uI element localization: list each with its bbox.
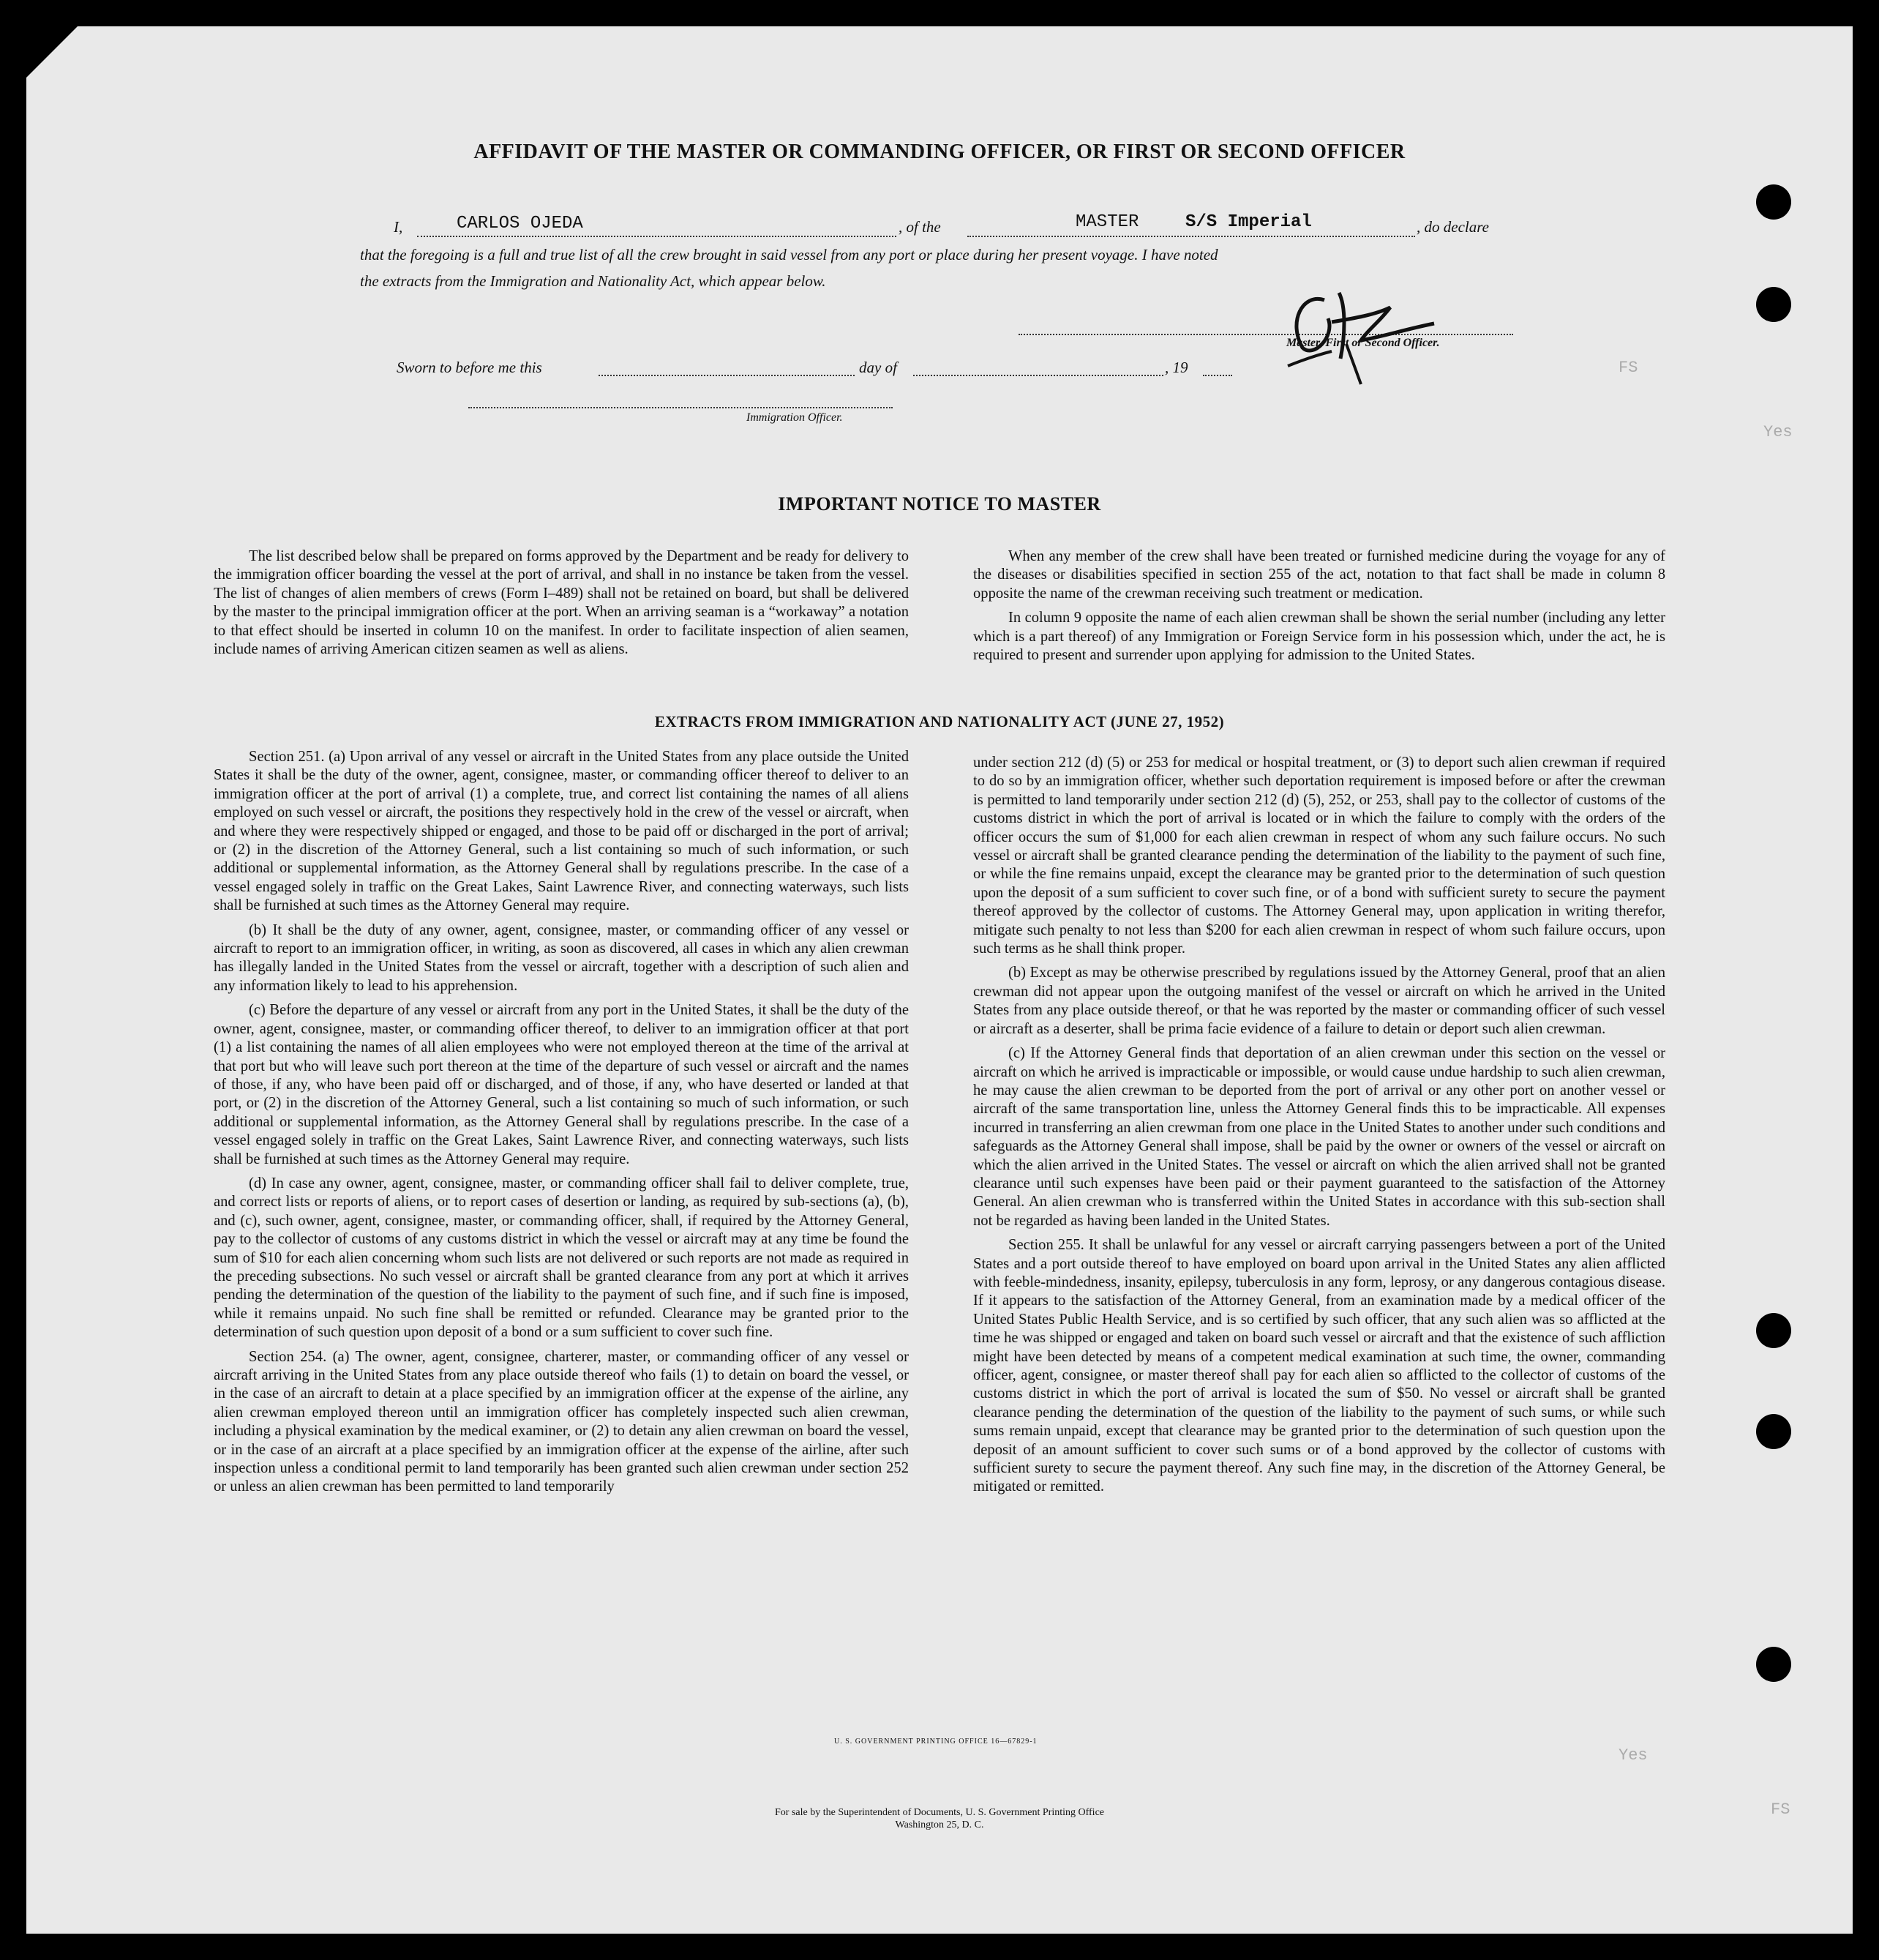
section-255: Section 255. It shall be unlawful for any vessel or aircraft carrying passengers between a port of the United States and a port outside thereof to have employed on board upon arrival in the United States any alien afflicted with feeble-mindedness, insanity, epilepsy, tuberculosis in any form, leprosy, or any dangerous contagious disease. If it appears to the satisfaction of the Attorney General, from an examination made by a medical officer of the United States Public Health Service, and is so certified by such officer, that any such alien was so afflicted at the time he was shipped or engaged and taken on board such vessel or aircraft and that the existence of such affliction might have been detected by means of a competent medical examination at such time, the owner, commanding officer, agent, consignee, or master thereof shall pay for each alien so afflicted to the collector of customs of the customs district in which the port of arrival is located the sum of $50. No vessel or aircraft shall be granted clearance pending the determination of the question of the liability to the payment of such sums, or while such sums remain unpaid, except that clearance may be granted prior to the determination of such question upon the deposit of an amount sufficient to cover such sums or of a bond approved by the collector of customs with sufficient surety to secure the payment thereof. Any such fine may, in the discretion of the Attorney General, be mitigated or remitted. [973,1237,1665,1495]
bleed-through-text: FS [1771,1800,1790,1819]
section-254-a: Section 254. (a) The owner, agent, consignee, charterer, master, or commanding officer of any vessel or aircraft arriving in the United States from any place outside thereof who fails (1) to detain on board the vessel, or in the case of an aircraft to detain at a place specified by an immigration officer at the expense of the airline, any alien crewman employed thereon until an immigration officer has completely inspected such alien crewman, including a physical examination by the medical examiner, or (2) to detain any alien crewman on board the vessel, or in the case of an aircraft at a place specified by an immigration officer at the expense of the airline, after such inspection unless a conditional permit to land temporarily has been granted such alien crewman under section 252 or unless an alien crewman has been permitted to land temporarily [214,1348,909,1495]
statement-line-1: that the foregoing is a full and true list of all the crew brought in said vessel from any port or place during her present voyage. I have noted [360,246,1218,263]
footer-line-2: Washington 25, D. C. [895,1819,984,1830]
bleed-through-text: FS [1619,359,1638,377]
section-254-c: (c) If the Attorney General finds that deportation of an alien crewman under this section on the vessel or aircraft on which he arrived is impracticable or impossible, or would cause undue hardship to such alien crewman, he may cause the alien crewman to be deported from the port of arrival or any other port on another vessel or aircraft of the same transportation line, unless the Attorney General finds this to be impracticable. All expenses incurred in transferring an alien crewman from one place in the United States to another under such conditions and safeguards as the Attorney General shall impose, shall be paid by the owner or owners of the vessel or aircraft on which the alien arrived in the United States. The vessel or aircraft on which the alien arrived shall not be granted clearance until such expenses have been paid or their payment guaranteed to the satisfaction of the Attorney General. An alien crewman who is transferred within the United States in accordance with this sub-section shall not be regarded as having been landed in the United States. [973,1045,1665,1229]
footer [0,1806,1879,1831]
bleed-through-text: Yes [1763,423,1793,441]
sworn-label: Sworn to before me this [397,359,542,376]
i-label: I, [394,218,403,236]
sworn-year-line [1203,375,1232,376]
do-declare-label: , do declare [1417,218,1489,236]
section-251-d: (d) In case any owner, agent, consignee, master, or commanding officer shall fail to deliver complete, true, and correct lists or reports of aliens, or to report cases of desertion or landing, as required by sub-sections (a), (b), and (c), such owner, agent, consignee, master, or commanding officer, shall, if required by the Attorney General, pay to the collector of customs of any customs district in which the vessel or aircraft may at any time be found the sum of $10 for each alien concerning whom such lists are not delivered or such reports are not made as required in the preceding subsections. No such vessel or aircraft shall be granted clearance from any port at which it arrives pending the determination of the question of the liability to the payment of such fine, and if such fine is imposed, while it remains unpaid. No such fine shall be remitted or refunded. Clearance may be granted prior to the determination of such question upon deposit of a bond or a sum sufficient to cover such fine. [214,1175,909,1341]
name-field-line [417,236,896,237]
extracts-left-column [214,748,909,1497]
sworn-month-line [913,375,1163,376]
punch-hole [1756,1647,1791,1682]
sworn-day-line [599,375,855,376]
statement-line-2: the extracts from the Immigration and Nationality Act, which appear below. [360,272,826,290]
section-251-b: (b) It shall be the duty of any owner, agent, consignee, master, or commanding officer of any vessel or aircraft to report to an immigration officer, in writing, as soon as discovered, all cases in which any alien crewman has illegally landed in the United States from the vessel or aircraft, together with a description of such alien and any information likely to lead to his apprehension. [214,921,909,994]
vessel-field-line [967,236,1415,237]
notice-right-column [973,547,1665,665]
notice-right-paragraph-1: When any member of the crew shall have been treated or furnished medicine during the voyage for any of the diseases or disabilities specified in section 255 of the act, notation to that fact shall be made in column 8 opposite the name of the crewman receiving such treatment or medication. [973,548,1665,602]
officer-signature-line [468,407,893,408]
punch-hole [1756,1414,1791,1449]
section-254-a-continued: under section 212 (d) (5) or 253 for medical or hospital treatment, or (3) to deport such alien crewman if required to do so by an immigration officer, whether such deportation requirement is imposed before or after the crewman is permitted to land temporarily under section 212 (d) (5), 252, or 253, shall pay to the collector of customs of the customs district in which the port of arrival is located or in which the failure to comply with the orders of the officer occurs the sum of $1,000 for each alien crewman in respect of whom any such failure occurs. No such vessel or aircraft shall be granted clearance pending the determination of the liability to the payment of such fine, or while the fine remains unpaid, except the clearance may be granted prior to the determination of such question upon the deposit of a sum sufficient to cover such fine, or of a bond with sufficient surety to secure the payment thereof approved by the collector of customs. The Attorney General may, upon application in writing therefor, mitigate such penalty to not less than $200 for each alien crewman in respect of whom such failure occurs, upon such terms as he shall think proper. [973,755,1665,957]
folded-corner [26,26,78,78]
position-value: MASTER [1076,212,1139,232]
signature-caption: Master, First or Second Officer. [1286,337,1440,349]
notice-right-paragraph-2: In column 9 opposite the name of each alien crewman shall be shown the serial number (including any letter which is a part thereof) of any Immigration or Foreign Service form in his possession which, under the act, he is required to present and surrender upon applying for admission to the United States. [973,610,1665,664]
section-251-a: Section 251. (a) Upon arrival of any vessel or aircraft in the United States from any place outside the United States it shall be the duty of the owner, agent, consignee, master, or commanding officer thereof to deliver to an immigration officer at the port of arrival (1) a complete, true, and correct list containing the names of all aliens employed on such vessel or aircraft, the positions they respectively hold in the crew of the vessel or aircraft, when and where they were respectively shipped or engaged, and those to be paid off or discharged in the port of arrival; or (2) in the discretion of the Attorney General, such a list containing so much of such information, or such additional or supplemental information, as the Attorney General shall by regulations prescribe. In the case of a vessel engaged solely in traffic on the Great Lakes, Saint Lawrence River, and connecting waterways, such lists shall be furnished at such times as the Attorney General may require. [214,749,909,914]
extracts-heading: EXTRACTS FROM IMMIGRATION AND NATIONALITY ACT (JUNE 27, 1952) [654,713,1225,730]
section-251-c: (c) Before the departure of any vessel or aircraft from any port in the United States, it shall be the duty of the owner, agent, consignee, master, or commanding officer thereof, to deliver to an immigration officer at that port (1) a list containing the names of all alien employees who were not employed thereon at the time of the arrival at that port but who will leave such port thereon at the time of the departure of such vessel or aircraft and the names of those, if any, who have been paid off or discharged, and of those, if any, who have deserted or landed at that port, or (2) in the discretion of the Attorney General, such a list containing so much of such information, or such additional or supplemental information, as the Attorney General shall by regulations prescribe. In the case of a vessel engaged solely in traffic on the Great Lakes, Saint Lawrence River, and connecting waterways, such lists shall be furnished at such times as the Attorney General may require. [214,1002,909,1167]
notice-heading: IMPORTANT NOTICE TO MASTER [778,493,1101,515]
printing-office-line: U. S. GOVERNMENT PRINTING OFFICE 16—67829-1 [834,1738,1038,1746]
footer-line-1: For sale by the Superintendent of Documents, U. S. Government Printing Office [775,1807,1104,1818]
notice-left-paragraph: The list described below shall be prepared on forms approved by the Department and be ready for delivery to the immigration officer boarding the vessel at the port of arrival, and shall in no instance be taken from the vessel. The list of changes of alien members of crews (Form I–489) shall not be retained on board, but shall be delivered by the master to the principal immigration officer at the port. When an arriving seaman is a “workaway” a notation to that effect should be inserted in column 10 on the manifest. In order to facilitate inspection of alien seamen, include names of arriving American citizen seamen as well as aliens. [214,548,909,658]
year-label: , 19 [1165,359,1188,376]
punch-hole [1756,1313,1791,1348]
day-of-label: day of [859,359,897,376]
extracts-right-column [973,754,1665,1497]
master-signature [1259,278,1456,388]
vessel-name: S/S Imperial [1185,212,1312,232]
affidavit-heading: AFFIDAVIT OF THE MASTER OR COMMANDING OFFICER, OR FIRST OR SECOND OFFICER [473,141,1406,163]
of-the-label: , of the [899,218,941,236]
officer-caption: Immigration Officer. [746,411,843,424]
master-name: CARLOS OJEDA [457,214,583,233]
notice-left-column [214,547,909,659]
punch-hole [1756,287,1791,322]
bleed-through-text: Yes [1619,1746,1648,1765]
punch-hole [1756,184,1791,220]
section-254-b: (b) Except as may be otherwise prescribed by regulations issued by the Attorney General, proof that an alien crewman did not appear upon the outgoing manifest of the vessel or aircraft on which he arrived in the United States from any place outside thereof, or that he was reported by the master or commanding officer of such vessel or aircraft as a deserter, shall be prima facie evidence of a failure to detain or deport such alien crewman. [973,965,1665,1037]
